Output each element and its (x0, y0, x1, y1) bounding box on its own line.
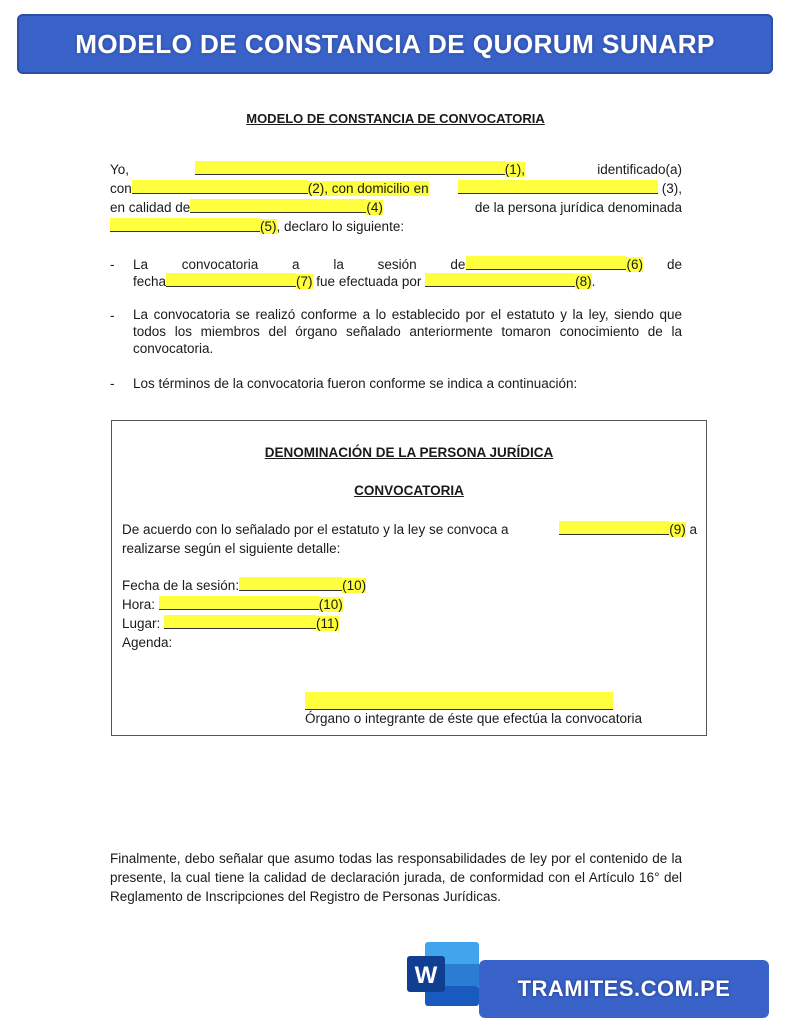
field-number-10a: (10) (342, 578, 367, 593)
field-number-5: (5) (260, 219, 277, 234)
agenda-label: Agenda: (122, 635, 173, 650)
box-subtitle: CONVOCATORIA (354, 483, 464, 498)
blank-field-1 (195, 161, 505, 175)
closing-paragraph: Finalmente, debo señalar que asumo todas las responsabilidades de ley por el contenido de la presente, la cual tiene la calidad de declaración jurada, de conformidad con el Artículo 16° del Reglamento de Inscripciones del Registro de Personas Jurídicas. (110, 851, 682, 904)
field-number-7: (7) (296, 274, 313, 289)
bullet-2-text: La convocatoria se realizó conforme a lo establecido por el estatuto y la ley, siendo que todos los miembros del órgano señalado anteriormente tomaron conocimiento de la convocatoria. (133, 307, 682, 356)
bullet-dash-2: - (110, 308, 115, 323)
bullet-1-line-1: La convocatoria a la sesión de (6) de (133, 257, 682, 272)
field-number-9: (9) (669, 522, 686, 537)
intro-line-1: Yo, (1), identificado(a) (110, 162, 682, 177)
field-number-11: (11) (316, 616, 340, 631)
footer-banner[interactable] (479, 960, 769, 1018)
blank-field-8 (425, 273, 575, 287)
bullet-dash-3: - (110, 376, 115, 391)
document-heading: MODELO DE CONSTANCIA DE CONVOCATORIA (246, 111, 545, 126)
bullet-1-line-2: fecha (7) fue efectuada por (8). (133, 274, 596, 289)
hora-line: Hora: (10) (122, 597, 343, 612)
field-number-4: (4) (366, 200, 383, 215)
lugar-line: Lugar: (11) (122, 616, 340, 631)
blank-field-fecha (239, 577, 342, 591)
box-line-1: De acuerdo con lo señalado por el estatuto y la ley se convoca a (9) a (122, 522, 697, 537)
field-number-6: (6) (626, 257, 643, 272)
fecha-line: Fecha de la sesión: (10) (122, 578, 367, 593)
header-banner (17, 14, 773, 74)
field-number-8: (8) (575, 274, 592, 289)
word-icon-letter: W (414, 962, 438, 989)
convocatoria-box (111, 420, 707, 736)
box-line-2: realizarse según el siguiente detalle: (122, 541, 341, 556)
box-title: DENOMINACIÓN DE LA PERSONA JURÍDICA (264, 445, 554, 460)
blank-field-7 (166, 273, 296, 287)
signature-caption: Órgano o integrante de éste que efectúa la convocatoria (305, 711, 642, 726)
intro-line-2: con (2), con domicilio en (3), (110, 181, 682, 196)
bullet-dash-1: - (110, 257, 115, 272)
blank-field-4 (190, 199, 366, 213)
blank-field-3 (458, 180, 658, 194)
field-number-2: (2), con domicilio en (307, 181, 429, 196)
intro-line-4: (5), declaro lo siguiente: (110, 217, 682, 237)
banner-title: MODELO DE CONSTANCIA DE QUORUM SUNARP (75, 28, 715, 59)
signature-line (305, 692, 613, 710)
blank-field-6 (466, 256, 626, 270)
field-number-10b: (10) (318, 597, 343, 612)
blank-field-hora (159, 596, 319, 610)
blank-field-2 (132, 180, 308, 194)
blank-field-9 (559, 521, 669, 535)
blank-field-lugar (164, 615, 316, 629)
blank-field-5 (110, 218, 260, 232)
intro-line-3: en calidad de (4) de la persona jurídica denominada (110, 200, 682, 215)
footer-site-link[interactable]: TRAMITES.COM.PE (517, 976, 731, 1001)
field-number-1: (1), (504, 162, 526, 177)
bullet-3-text: Los términos de la convocatoria fueron conforme se indica a continuación: (133, 376, 578, 391)
word-document-icon (405, 940, 485, 1008)
